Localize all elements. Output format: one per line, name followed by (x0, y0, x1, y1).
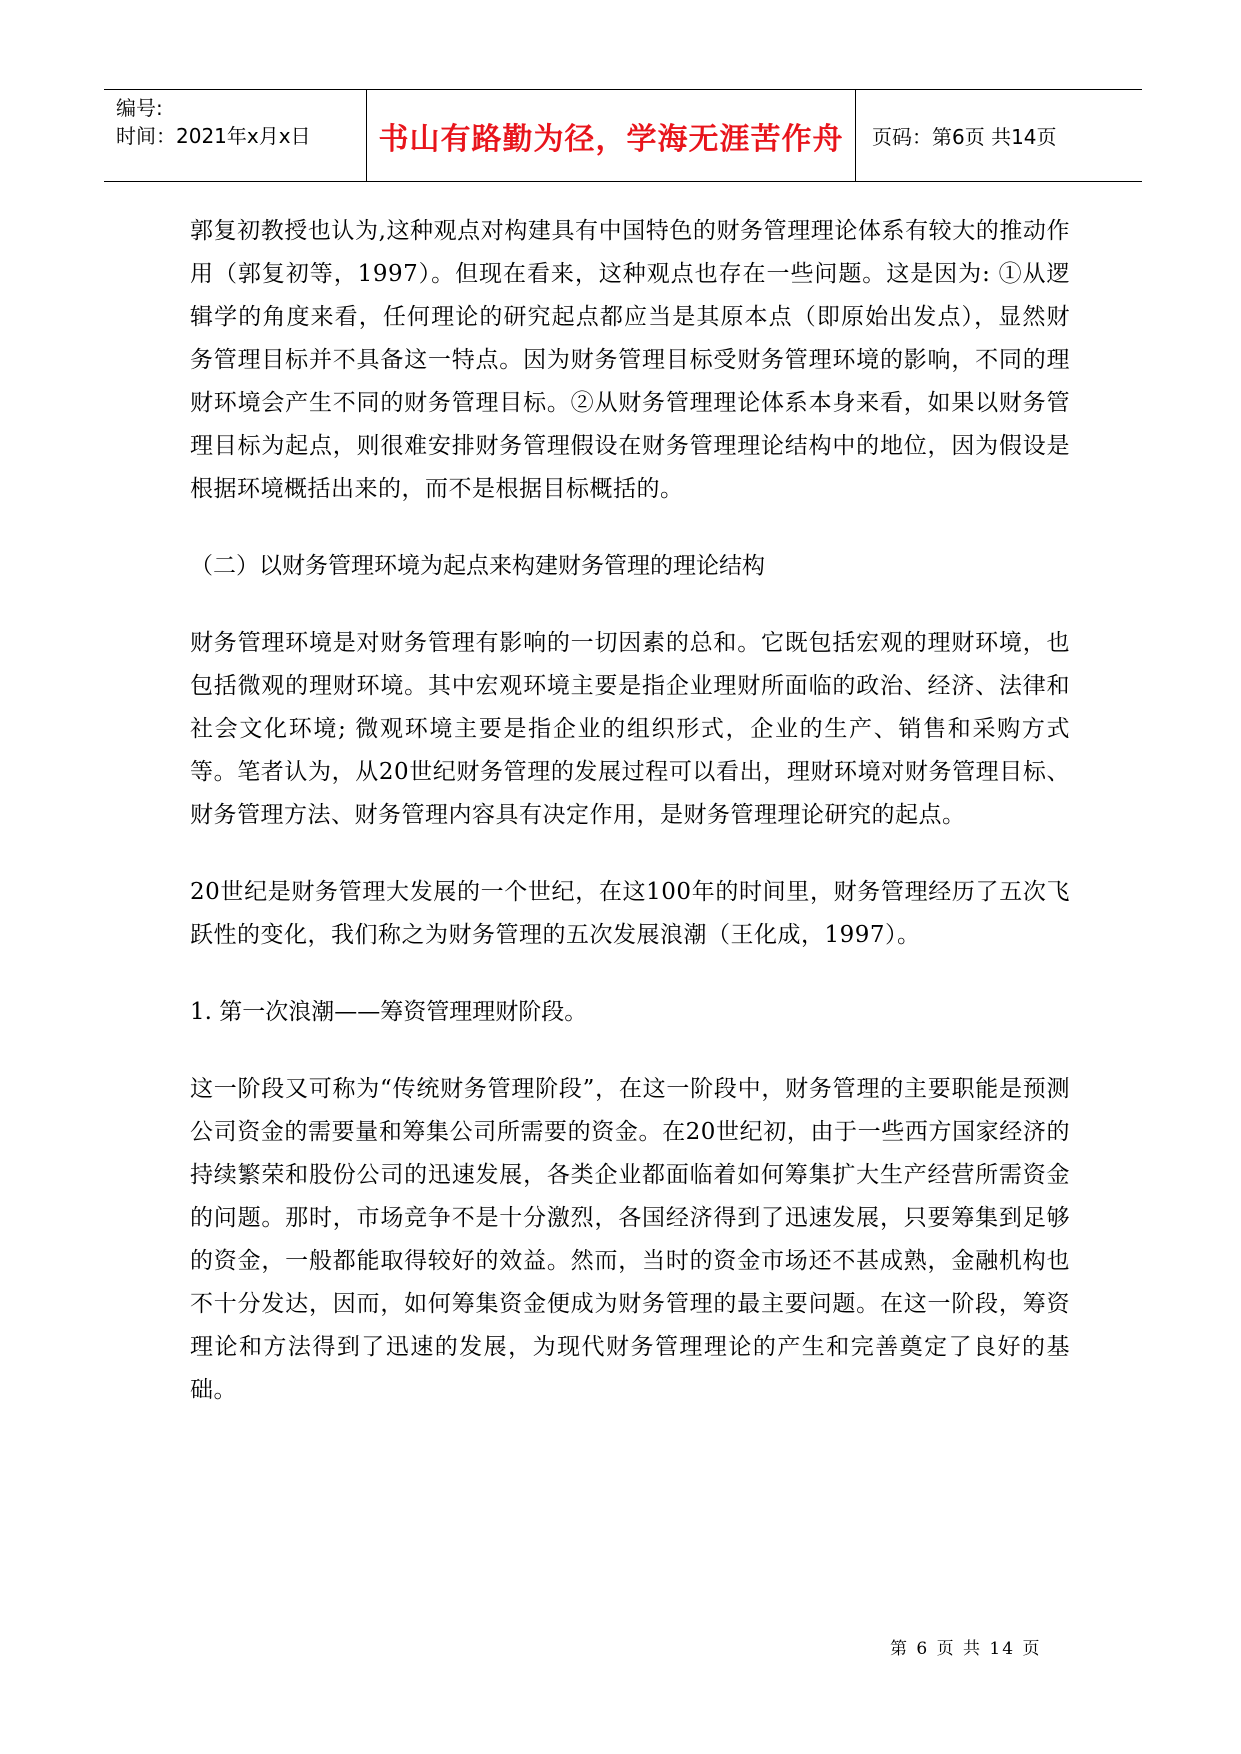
paragraph-3: 20世纪是财务管理大发展的一个世纪，在这100年的时间里，财务管理经历了五次飞跃性的变化，我们称之为财务管理的五次发展浪潮（王化成，1997）。 (190, 879, 1070, 948)
time-label: 时间：2021年x月x日 (116, 124, 311, 148)
page-footer: 第 6 页 共 14 页 (890, 1639, 1042, 1659)
document-body (190, 210, 1070, 1446)
section-heading: （二）以财务管理环境为起点来构建财务管理的理论结构 (190, 553, 765, 579)
paragraph-1: 郭复初教授也认为,这种观点对构建具有中国特色的财务管理理论体系有较大的推动作用（郭复初等，1997）。但现在看来，这种观点也存在一些问题。这是因为: ①从逻辑学的角度来看，任何理论的研究起点都应当是其原本点（即原始出发点），显然财务管理目标并不具备这一特点。因为财务管理目标受财务管理环境的影响，不同的理财环境会产生不同的财务管理目标。②从财务管理理论体系本身来看，如果以财务管理目标为起点，则很难安排财务管理假设在财务管理理论结构中的地位，因为假设是根据环境概括出来的，而不是根据目标概括的。 (190, 218, 1070, 502)
paragraph-2: 财务管理环境是对财务管理有影响的一切因素的总和。它既包括宏观的理财环境，也包括微观的理财环境。其中宏观环境主要是指企业理财所面临的政治、经济、法律和社会文化环境; 微观环境主要是指企业的组织形式，企业的生产、销售和采购方式等。笔者认为，从20世纪财务管理的发展过程可以看出，理财环境对财务管理目标、财务管理方法、财务管理内容具有决定作用，是财务管理理论研究的起点。 (190, 630, 1070, 828)
document-header (104, 89, 1142, 182)
header-page-info: 页码：第6页 共14页 (872, 125, 1057, 149)
header-meta (104, 90, 367, 181)
paragraph-4: 这一阶段又可称为“传统财务管理阶段”，在这一阶段中，财务管理的主要职能是预测公司资金的需要量和筹集公司所需要的资金。在20世纪初，由于一些西方国家经济的持续繁荣和股份公司的迅速发展，各类企业都面临着如何筹集扩大生产经营所需资金的问题。那时，市场竞争不是十分激烈，各国经济得到了迅速发展，只要筹集到足够的资金，一般都能取得较好的效益。然而，当时的资金市场还不甚成熟，金融机构也不十分发达，因而，如何筹集资金便成为财务管理的最主要问题。在这一阶段，筹资理论和方法得到了迅速的发展，为现代财务管理理论的产生和完善奠定了良好的基础。 (190, 1076, 1070, 1403)
subsection-heading: 1. 第一次浪潮——筹资管理理财阶段。 (190, 999, 588, 1025)
header-motto: 书山有路勤为径，学海无涯苦作舟 (367, 90, 856, 181)
number-label: 编号: (116, 96, 163, 120)
